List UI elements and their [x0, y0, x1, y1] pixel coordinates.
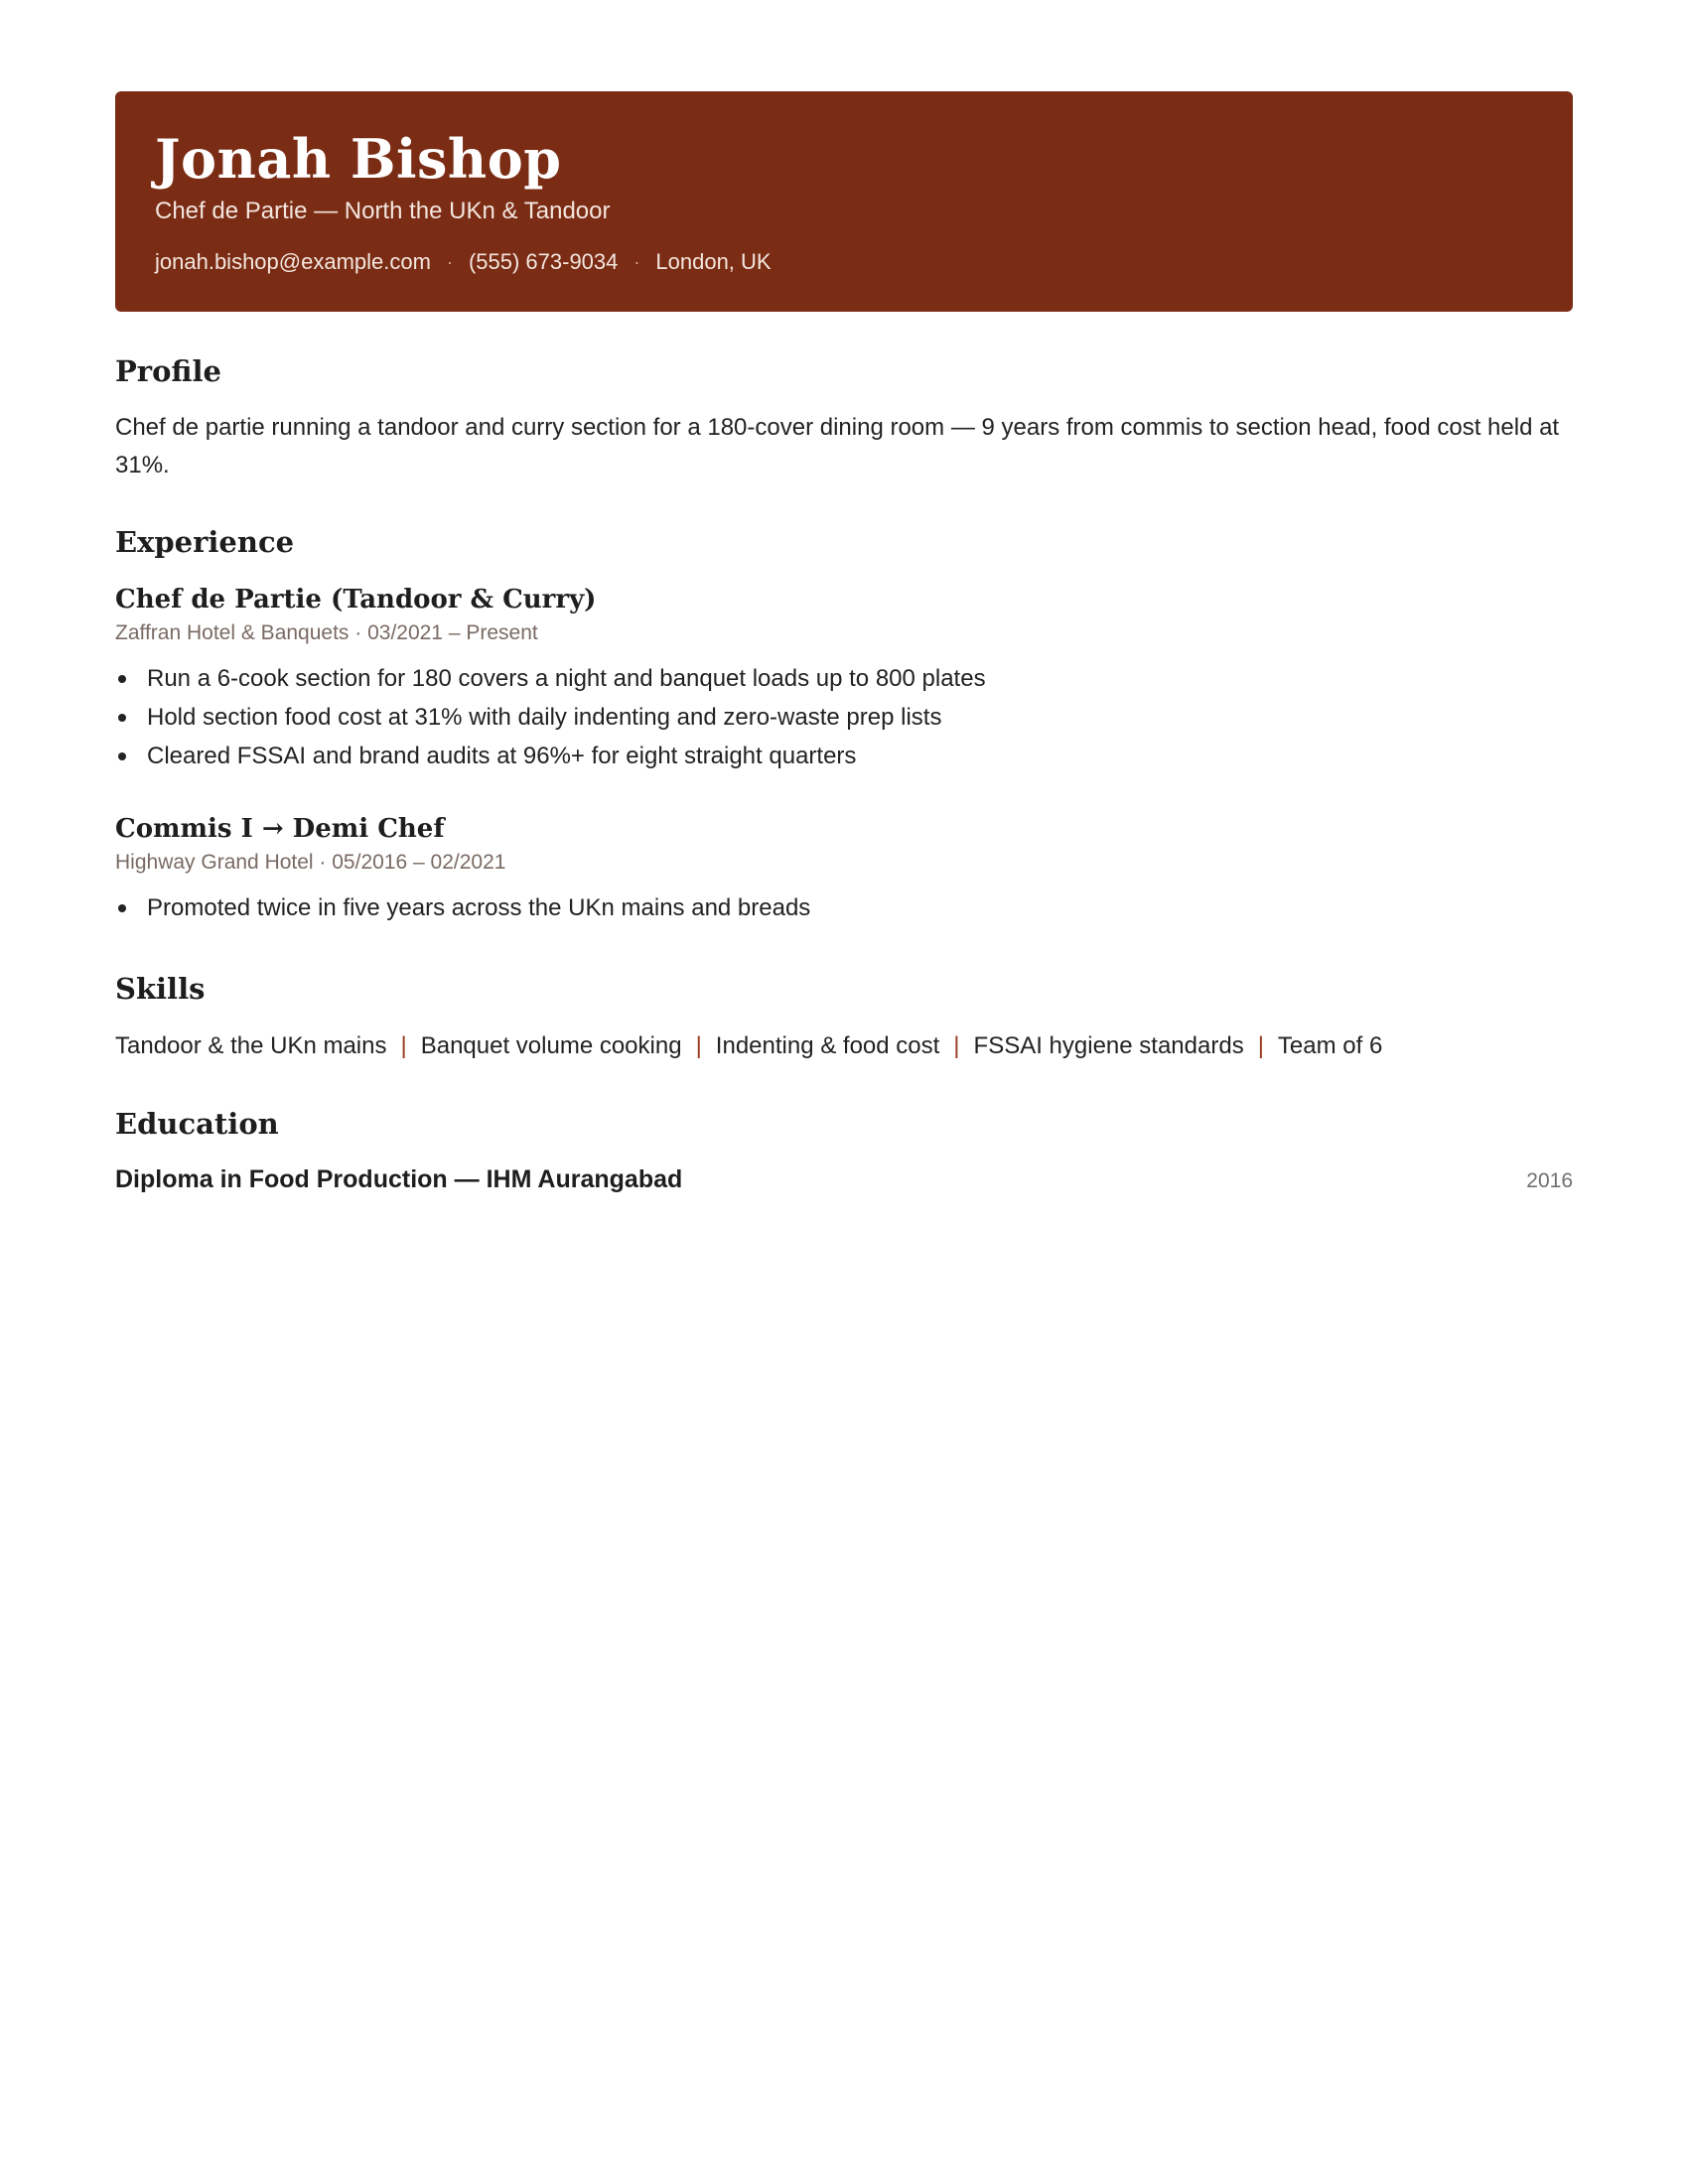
- job-bullets: [115, 888, 1573, 927]
- education-year: 2016: [1526, 1169, 1573, 1192]
- skill-separator: |: [953, 1032, 960, 1059]
- job-bullets: [115, 659, 1573, 775]
- job-title: Chef de Partie (Tandoor & Curry): [115, 585, 597, 614]
- job-bullet: [115, 737, 1573, 775]
- candidate-name: Jonah Bishop: [155, 127, 562, 191]
- skill-item: FSSAI hygiene standards: [973, 1032, 1244, 1059]
- job-bullet-text: Run a 6-cook section for 180 covers a night and banquet loads up to 800 plates: [147, 665, 986, 692]
- skill-item: Indenting & food cost: [715, 1032, 940, 1059]
- education-entry: [115, 1163, 1573, 1195]
- job-meta: Zaffran Hotel & Banquets · 03/2021 – Present: [115, 621, 538, 644]
- bullet-icon: [118, 675, 126, 683]
- job-bullet-text: Promoted twice in five years across the UKn mains and breads: [147, 894, 811, 921]
- job-bullet: [115, 659, 1573, 698]
- profile-heading: Profile: [115, 354, 221, 388]
- education-heading: Education: [115, 1107, 279, 1141]
- skill-separator: |: [695, 1032, 702, 1059]
- job-meta: Highway Grand Hotel · 05/2016 – 02/2021: [115, 851, 506, 874]
- candidate-tagline: Chef de Partie — North the UKn & Tandoor: [155, 198, 611, 224]
- profile-summary: Chef de partie running a tandoor and curry section for a 180-cover dining room — 9 years from commis to section head, food cost held at 31%.: [115, 414, 1560, 478]
- job-entry: [115, 813, 1573, 927]
- job-bullet-text: Cleared FSSAI and brand audits at 96%+ for eight straight quarters: [147, 743, 857, 769]
- contact-separator: ·: [446, 252, 453, 272]
- contact-line: [155, 248, 1533, 276]
- skill-separator: |: [1257, 1032, 1264, 1059]
- skill-item: Tandoor & the UKn mains: [115, 1032, 387, 1059]
- job-title: Commis I → Demi Chef: [115, 814, 445, 844]
- contact-separator: ·: [633, 252, 640, 272]
- skill-item: Team of 6: [1277, 1032, 1383, 1059]
- education-degree: Diploma in Food Production — IHM Aurangabad: [115, 1165, 683, 1193]
- contact-email: jonah.bishop@example.com: [155, 249, 431, 274]
- skill-separator: |: [400, 1032, 407, 1059]
- job-bullet: [115, 698, 1573, 737]
- skills-list: [115, 1030, 1573, 1062]
- experience-heading: Experience: [115, 525, 295, 559]
- job-bullet-text: Hold section food cost at 31% with daily indenting and zero-waste prep lists: [147, 704, 942, 731]
- job-bullet: [115, 888, 1573, 927]
- resume-header: [115, 91, 1573, 312]
- bullet-icon: [118, 752, 126, 760]
- skill-item: Banquet volume cooking: [420, 1032, 682, 1059]
- bullet-icon: [118, 904, 126, 912]
- bullet-icon: [118, 714, 126, 722]
- contact-phone: (555) 673-9034: [468, 249, 619, 274]
- skills-heading: Skills: [115, 972, 206, 1006]
- resume-page: [115, 91, 1573, 1195]
- job-entry: [115, 584, 1573, 775]
- contact-location: London, UK: [655, 249, 772, 274]
